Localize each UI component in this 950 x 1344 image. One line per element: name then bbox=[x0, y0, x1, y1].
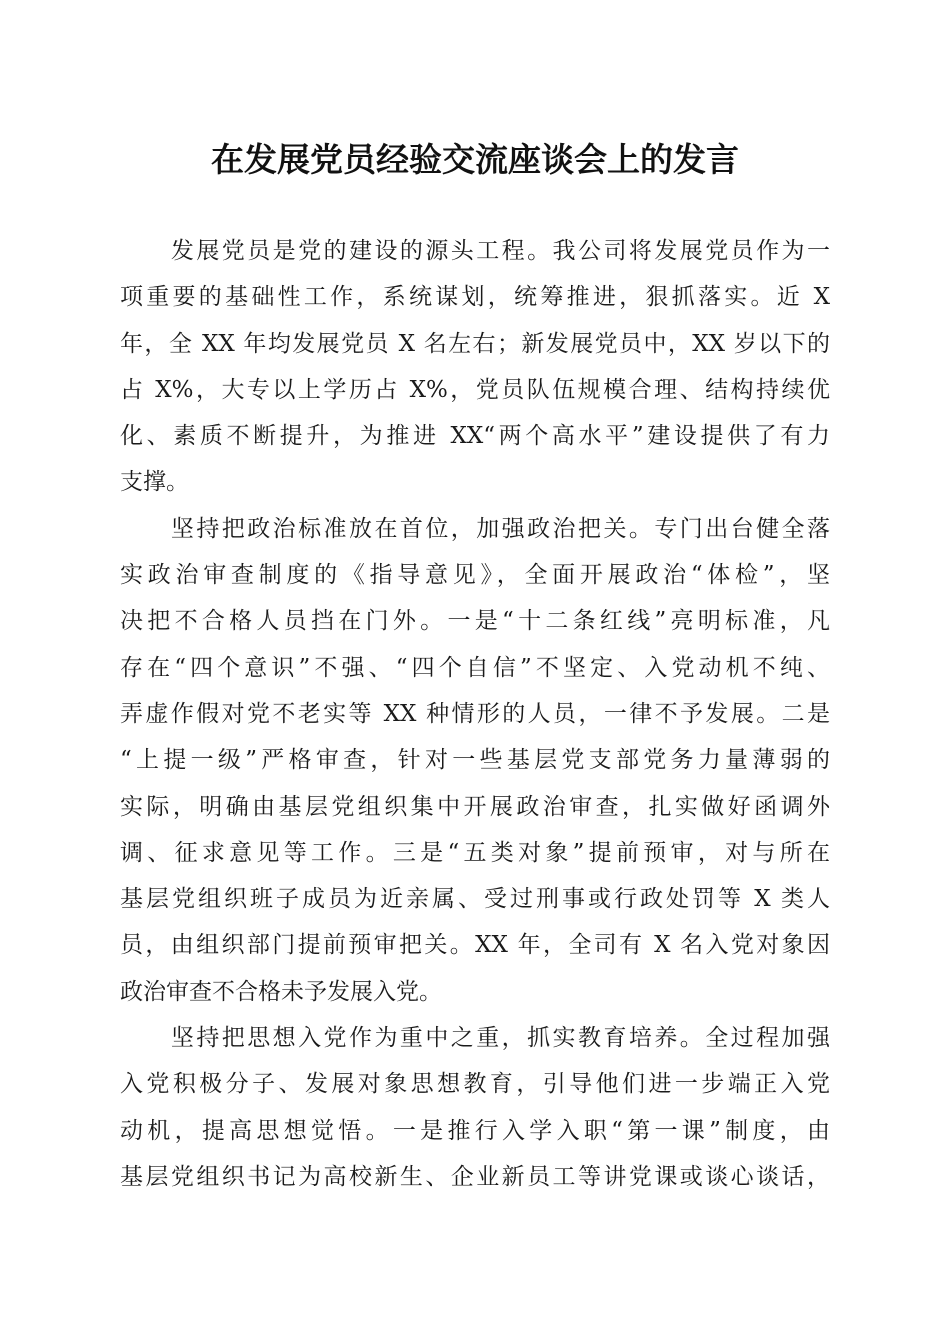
text-line: 实政治审查制度的《指导意见》，全面开展政治“体检”，坚 bbox=[120, 562, 830, 589]
text-line: 调、征求意见等工作。三是“五类对象”提前预审，对与所在 bbox=[120, 839, 830, 866]
text-line: “上提一级”严格审查，针对一些基层党支部党务力量薄弱的 bbox=[120, 747, 830, 774]
text-line: 化、素质不断提升，为推进 XX“两个高水平”建设提供了有力 bbox=[120, 423, 830, 450]
text-line: 坚持把政治标准放在首位，加强政治把关。专门出台健全落 bbox=[120, 515, 830, 542]
text-line: 坚持把思想入党作为重中之重，抓实教育培养。全过程加强 bbox=[120, 1025, 830, 1052]
paragraph-1 bbox=[120, 228, 830, 506]
text-line: 基层党组织书记为高校新生、企业新员工等讲党课或谈心谈话， bbox=[120, 1163, 830, 1190]
document-body bbox=[120, 228, 830, 1200]
document-title: 在发展党员经验交流座谈会上的发言 bbox=[211, 140, 739, 179]
text-line: 政治审查不合格未予发展入党。 bbox=[120, 978, 442, 1005]
text-line: 基层党组织班子成员为近亲属、受过刑事或行政处罚等 X 类人 bbox=[120, 886, 830, 913]
text-line: 支撑。 bbox=[120, 469, 189, 496]
text-line: 员，由组织部门提前预审把关。XX 年，全司有 X 名入党对象因 bbox=[120, 932, 830, 959]
paragraph-2 bbox=[120, 506, 830, 1015]
text-line: 入党积极分子、发展对象思想教育，引导他们进一步端正入党 bbox=[120, 1071, 830, 1098]
text-line: 动机，提高思想觉悟。一是推行入学入职“第一课”制度，由 bbox=[120, 1117, 830, 1144]
paragraph-3 bbox=[120, 1015, 830, 1200]
text-line: 年，全 XX 年均发展党员 X 名左右；新发展党员中，XX 岁以下的 bbox=[120, 330, 830, 357]
text-line: 实际，明确由基层党组织集中开展政治审查，扎实做好函调外 bbox=[120, 793, 830, 820]
text-line: 弄虚作假对党不老实等 XX 种情形的人员，一律不予发展。二是 bbox=[120, 700, 830, 727]
text-line: 占 X%，大专以上学历占 X%，党员队伍规模合理、结构持续优 bbox=[120, 376, 830, 403]
text-line: 发展党员是党的建设的源头工程。我公司将发展党员作为一 bbox=[120, 238, 830, 264]
text-line: 项重要的基础性工作，系统谋划，统筹推进，狠抓落实。近 X bbox=[120, 284, 830, 311]
text-line: 决把不合格人员挡在门外。一是“十二条红线”亮明标准，凡 bbox=[120, 608, 830, 635]
text-line: 存在“四个意识”不强、“四个自信”不坚定、入党动机不纯、 bbox=[120, 654, 830, 681]
